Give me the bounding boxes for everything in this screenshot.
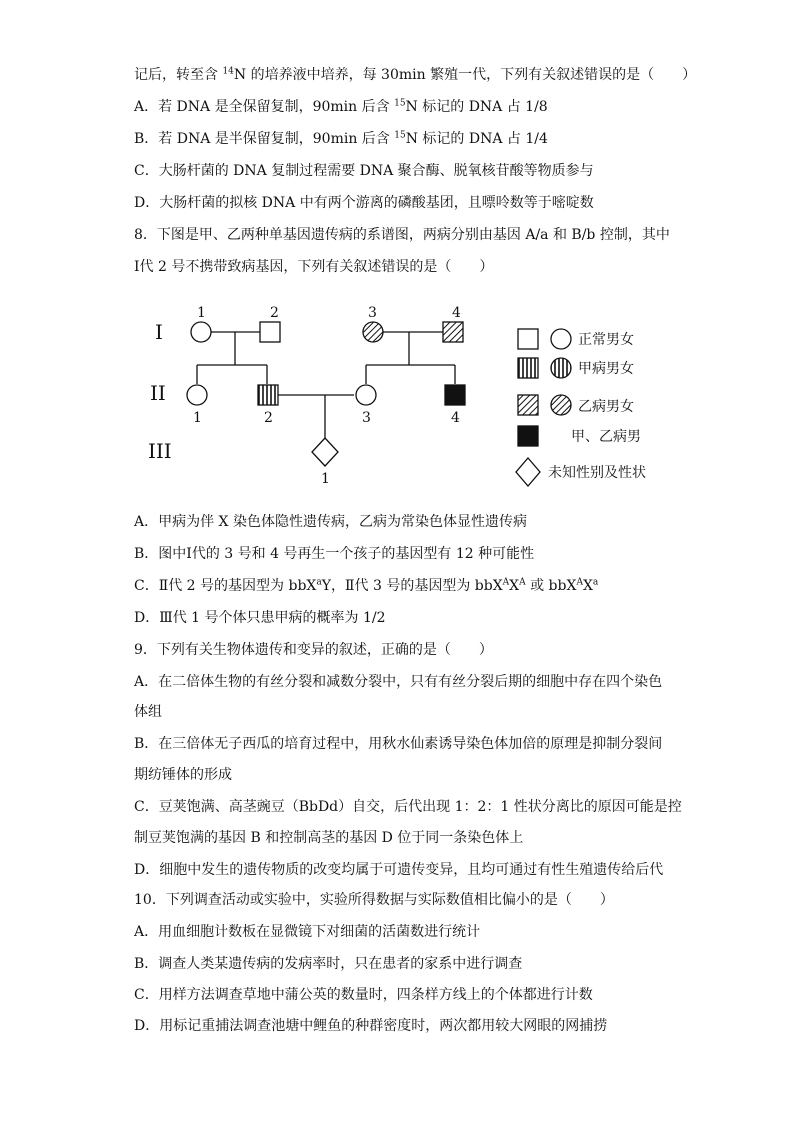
pedigree-num-ii3: 3 [362, 410, 371, 426]
q9-option-c-line-1: C．豆荚饱满、高茎豌豆（BbDd）自交，后代出现 1：2：1 性状分离比的原因可能是控 [134, 799, 682, 815]
legend-normal-male-symbol [518, 329, 538, 349]
q8-option-b: B．图中Ⅰ代的 3 号和 4 号再生一个孩子的基因型有 12 种可能性 [134, 546, 535, 562]
pedigree-lines [197, 332, 455, 438]
pedigree-i3-disease-b-female [363, 322, 383, 342]
generation-label-ii: II [150, 381, 166, 405]
pedigree-i4-disease-b-male [443, 322, 463, 342]
pedigree-num-i2: 2 [270, 305, 279, 321]
pedigree-num-ii4: 4 [451, 410, 460, 426]
pedigree-num-ii2: 2 [264, 410, 273, 426]
q9-option-c-line-2: 制豆荚饱满的基因 B 和控制高茎的基因 D 位于同一条染色体上 [134, 830, 524, 846]
q8-option-a: A．甲病为伴 X 染色体隐性遗传病，乙病为常染色体显性遗传病 [134, 514, 527, 530]
pedigree-num-i1: 1 [197, 305, 206, 321]
q10-option-c: C．用样方法调查草地中蒲公英的数量时，四条样方线上的个体都进行计数 [134, 987, 593, 1003]
q7-option-c: C．大肠杆菌的 DNA 复制过程需要 DNA 聚合酶、脱氧核苷酸等物质参与 [134, 163, 594, 179]
legend-disease-a-label: 甲病男女 [578, 361, 634, 377]
pedigree-ii2-disease-a-male [258, 385, 278, 405]
pedigree-ii3-normal-female [356, 385, 376, 405]
legend-unknown-label: 未知性别及性状 [548, 465, 646, 481]
pedigree-num-ii1: 1 [193, 410, 202, 426]
q10-option-d: D．用标记重捕法调查池塘中鲤鱼的种群密度时，两次都用较大网眼的网捕捞 [134, 1018, 608, 1034]
pedigree-ii1-normal-female [187, 385, 207, 405]
pedigree-num-iii1: 1 [321, 471, 330, 487]
q8-stem-line-2: Ⅰ代 2 号不携带致病基因，下列有关叙述错误的是（ ） [134, 259, 494, 275]
q8-option-c: C．Ⅱ代 2 号的基因型为 bbX$^a$Y，Ⅱ代 3 号的基因型为 $bbX^AX^A$ 或 $bbX^AX^a$ [134, 577, 599, 594]
legend-disease-a-male-symbol [518, 358, 538, 378]
q8-option-d: D．Ⅲ代 1 号个体只患甲病的概率为 1/2 [134, 610, 386, 626]
generation-label-i: I [155, 320, 163, 344]
legend-disease-b-male-symbol [518, 395, 538, 415]
q9-option-b-line-1: B．在三倍体无子西瓜的培育过程中，用秋水仙素诱导染色体加倍的原理是抑制分裂间 [134, 736, 663, 752]
q8-stem-line-1: 8．下图是甲、乙两种单基因遗传病的系谱图，两病分别由基因 A/a 和 B/b 控制，其中 [134, 227, 670, 243]
pedigree-num-i3: 3 [368, 305, 377, 321]
legend-disease-b-label: 乙病男女 [578, 399, 634, 415]
legend-normal-label: 正常男女 [578, 332, 634, 348]
legend-normal-female-symbol [551, 329, 571, 349]
pedigree-i2-normal-male [260, 322, 280, 342]
legend-both-diseases-male-symbol [518, 426, 538, 446]
q7-option-a: A．若 DNA 是全保留复制，90min 后含 $^{15}$N 标记的 DNA 占 1/8 [134, 98, 548, 115]
pedigree-num-i4: 4 [452, 305, 461, 321]
pedigree-iii1-unknown [312, 438, 338, 466]
q7-option-d: D．大肠杆菌的拟核 DNA 中有两个游离的磷酸基团，且嘌呤数等于嘧啶数 [134, 195, 594, 211]
legend-both-diseases-label: 甲、乙病男 [571, 429, 641, 445]
legend-disease-a-female-symbol [551, 358, 571, 378]
q10-option-b: B．调查人类某遗传病的发病率时，只在患者的家系中进行调查 [134, 956, 523, 972]
pedigree-i1-normal-female [191, 322, 211, 342]
pedigree-ii4-both-diseases-male [445, 385, 465, 405]
q10-stem: 10．下列调查活动或实验中，实验所得数据与实际数值相比偏小的是（ ） [134, 892, 614, 908]
legend-disease-b-female-symbol [551, 395, 571, 415]
q10-option-a: A．用血细胞计数板在显微镜下对细菌的活菌数进行统计 [134, 924, 481, 940]
pedigree-chart [130, 285, 675, 500]
legend-unknown-symbol [516, 458, 540, 486]
generation-label-iii: III [148, 439, 172, 463]
q9-option-a-line-2: 体组 [134, 704, 162, 720]
q9-stem: 9．下列有关生物体遗传和变异的叙述，正确的是（ ） [134, 642, 493, 658]
q7-stem-line: 记后，转至含 $^{14}$N 的培养液中培养，每 30min 繁殖一代，下列有关叙述错误的是（ ） [134, 66, 697, 83]
q9-option-a-line-1: A．在二倍体生物的有丝分裂和减数分裂中，只有有丝分裂后期的细胞中存在四个染色 [134, 674, 663, 690]
q9-option-d: D．细胞中发生的遗传物质的改变均属于可遗传变异，且均可通过有性生殖遗传给后代 [134, 862, 664, 878]
q7-option-b: B．若 DNA 是半保留复制，90min 后含 $^{15}$N 标记的 DNA 占 1/4 [134, 130, 548, 147]
pedigree-legend [516, 329, 646, 486]
q9-option-b-line-2: 期纺锤体的形成 [134, 767, 232, 783]
